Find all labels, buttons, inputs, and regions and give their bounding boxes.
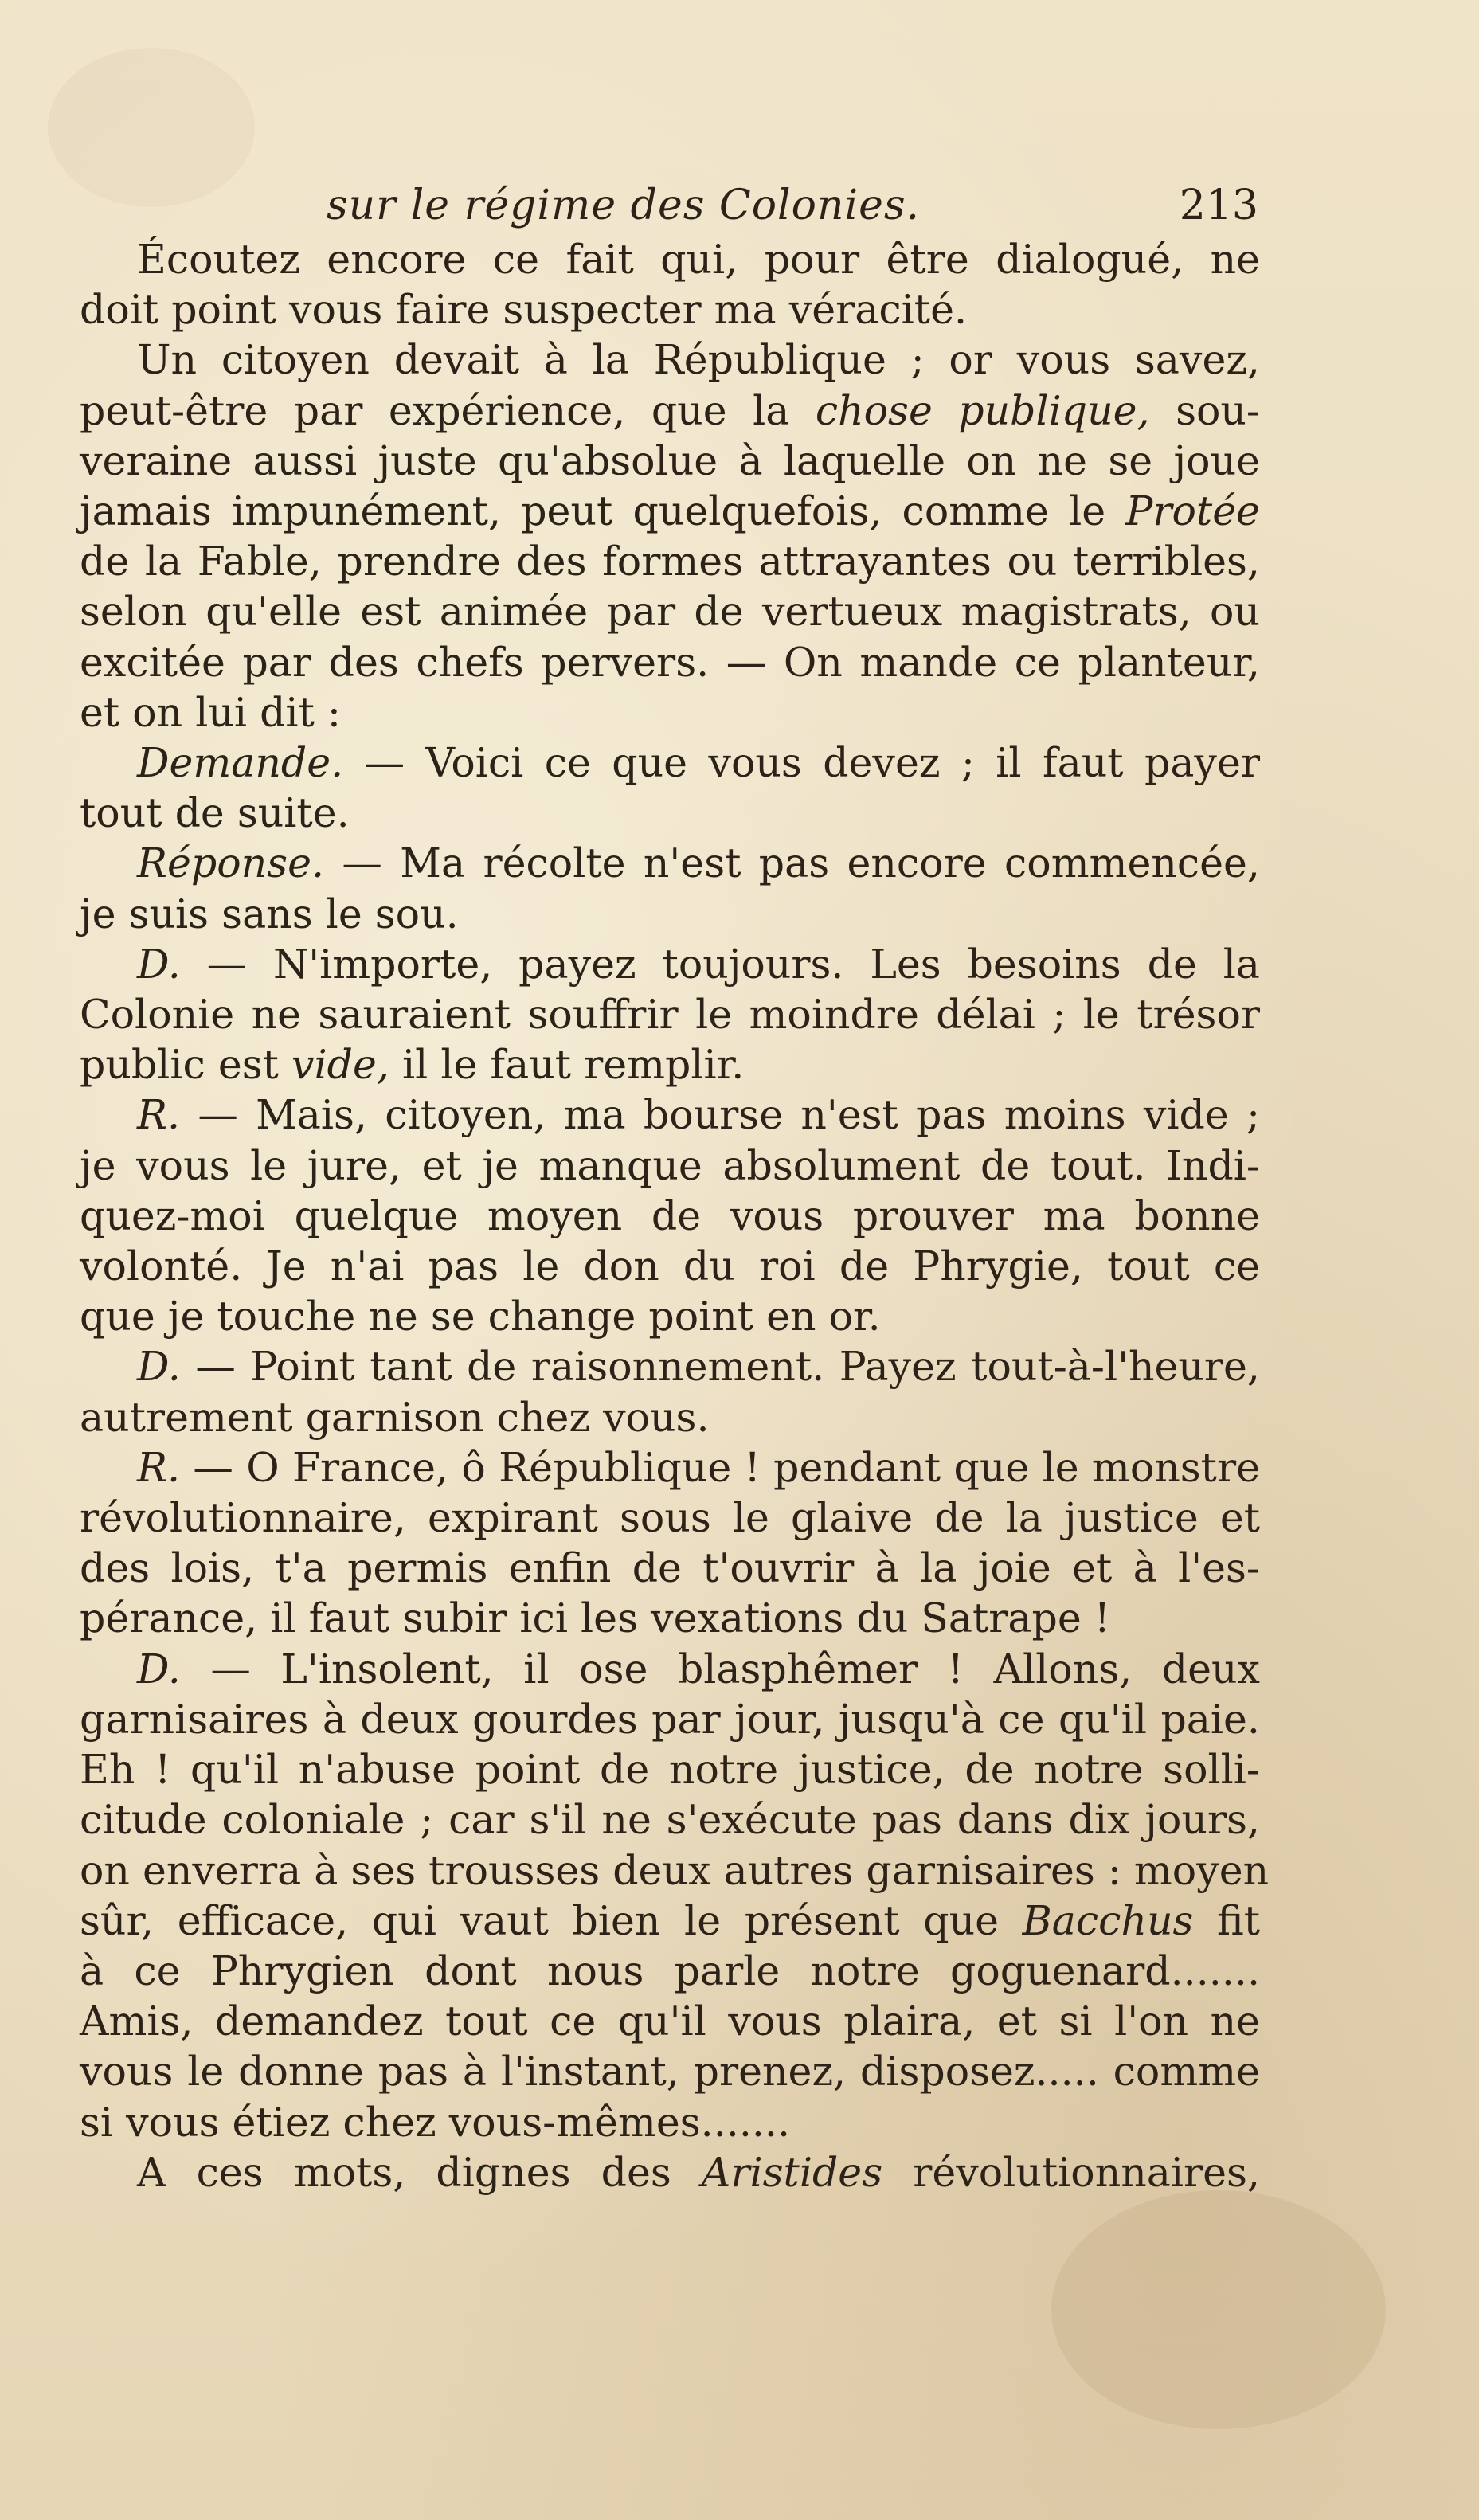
speaker-label: D.	[137, 1343, 181, 1391]
text-line	[80, 1341, 1260, 1391]
text-line: de la Fable, prendre des formes attrayantes ou terribles,	[80, 538, 1260, 585]
text-line: si vous étiez chez vous-mêmes.......	[80, 2098, 791, 2146]
text-line	[80, 1644, 1260, 1694]
text-line: des lois, t'a permis enfin de t'ouvrir à la joie et à l'es-	[80, 1544, 1260, 1592]
text-line: je vous le jure, et je manque absolument de tout. Indi-	[80, 1141, 1260, 1189]
speaker-label: D.	[137, 1645, 181, 1692]
paper-stain	[48, 48, 255, 207]
text-line: et on lui dit :	[80, 688, 341, 736]
speaker-label: R.	[137, 1091, 181, 1139]
speaker-label: Réponse.	[137, 839, 325, 887]
text-line	[80, 1442, 1260, 1493]
text-segment: — Point tant de raisonnement. Payez tout-à-l'heure,	[180, 1343, 1260, 1391]
running-title: sur le régime des Colonies.	[327, 182, 921, 229]
text-line: je suis sans le sou.	[80, 890, 459, 937]
text-line: doit point vous faire suspecter ma véracité.	[80, 286, 968, 334]
text-line	[80, 1039, 1260, 1090]
italic-term: vide,	[291, 1041, 389, 1089]
text-segment: il le faut remplir.	[389, 1041, 745, 1089]
text-line: autrement garnison chez vous.	[80, 1393, 710, 1441]
text-line: Eh ! qu'il n'abuse point de notre justice, de notre solli-	[80, 1746, 1260, 1794]
text-line: Un citoyen devait à la République ; or vous savez,	[137, 336, 1260, 384]
text-segment: sou-	[1149, 386, 1260, 434]
speaker-label: R.	[137, 1443, 181, 1491]
text-segment: — L'insolent, il ose blasphêmer ! Allons, deux	[180, 1645, 1260, 1692]
text-line: veraine aussi juste qu'absolue à laquelle on ne se joue	[80, 436, 1260, 484]
text-segment: A ces mots, dignes des	[137, 2148, 702, 2196]
text-line: à ce Phrygien dont nous parle notre goguenard.......	[80, 1947, 1260, 1994]
text-line	[80, 385, 1260, 436]
text-segment: peut-être par expérience, que la	[80, 386, 816, 434]
text-line: tout de suite.	[80, 789, 350, 837]
text-line: que je touche ne se change point en or.	[80, 1293, 881, 1340]
text-line: citude coloniale ; car s'il ne s'exécute pas dans dix jours,	[80, 1796, 1260, 1844]
text-line: on enverra à ses trousses deux autres garnisaires : moyen	[80, 1846, 1270, 1894]
text-line: Colonie ne sauraient souffrir le moindre délai ; le trésor	[80, 991, 1260, 1039]
text-segment: révolutionnaires,	[882, 2148, 1260, 2196]
text-segment: — Mais, citoyen, ma bourse n'est pas moins vide ;	[180, 1091, 1260, 1139]
speaker-label: D.	[137, 940, 181, 988]
text-segment: jamais impunément, peut quelquefois, comme le	[80, 487, 1126, 535]
text-line: selon qu'elle est animée par de vertueux magistrats, ou	[80, 588, 1260, 636]
text-line	[80, 2147, 1260, 2197]
text-segment: sûr, efficace, qui vaut bien le présent que	[80, 1896, 1023, 1944]
text-line: pérance, il faut subir ici les vexations du Satrape !	[80, 1595, 1111, 1642]
paper-stain	[1051, 2190, 1386, 2429]
text-line	[80, 486, 1260, 536]
page-number: 213	[1179, 182, 1258, 229]
text-segment: — N'importe, payez toujours. Les besoins de la	[180, 940, 1260, 988]
text-line: révolutionnaire, expirant sous le glaive de la justice et	[80, 1494, 1260, 1542]
text-line	[80, 1896, 1260, 1946]
page-header	[327, 182, 1258, 237]
text-line	[80, 939, 1260, 989]
body-text	[80, 234, 1270, 2197]
text-line: excitée par des chefs pervers. — On mande ce planteur,	[80, 638, 1260, 686]
text-line: vous le donne pas à l'instant, prenez, disposez..... comme	[80, 2048, 1260, 2095]
text-segment: — Ma récolte n'est pas encore commencée,	[324, 839, 1260, 887]
speaker-label: Demande.	[137, 739, 344, 787]
text-segment: — Voici ce que vous devez ; il faut payer	[343, 739, 1260, 787]
text-line	[80, 738, 1260, 788]
text-line: Amis, demandez tout ce qu'il vous plaira, et si l'on ne	[80, 1998, 1260, 2045]
italic-term: Protée	[1125, 487, 1260, 535]
text-line: quez-moi quelque moyen de vous prouver ma bonne	[80, 1192, 1260, 1239]
italic-term: Aristides	[701, 2148, 883, 2196]
text-line: Écoutez encore ce fait qui, pour être dialogué, ne	[137, 236, 1260, 283]
italic-term: chose publique,	[815, 386, 1150, 434]
text-line	[80, 1090, 1260, 1140]
text-line	[80, 838, 1260, 888]
text-segment: — O France, ô République ! pendant que le monstre	[180, 1443, 1260, 1491]
italic-term: Bacchus	[1022, 1896, 1194, 1944]
text-segment: fit	[1193, 1896, 1261, 1944]
text-line: garnisaires à deux gourdes par jour, jusqu'à ce qu'il paie.	[80, 1695, 1260, 1743]
text-line: volonté. Je n'ai pas le don du roi de Phrygie, tout ce	[80, 1242, 1260, 1290]
text-segment: public est	[80, 1041, 291, 1089]
